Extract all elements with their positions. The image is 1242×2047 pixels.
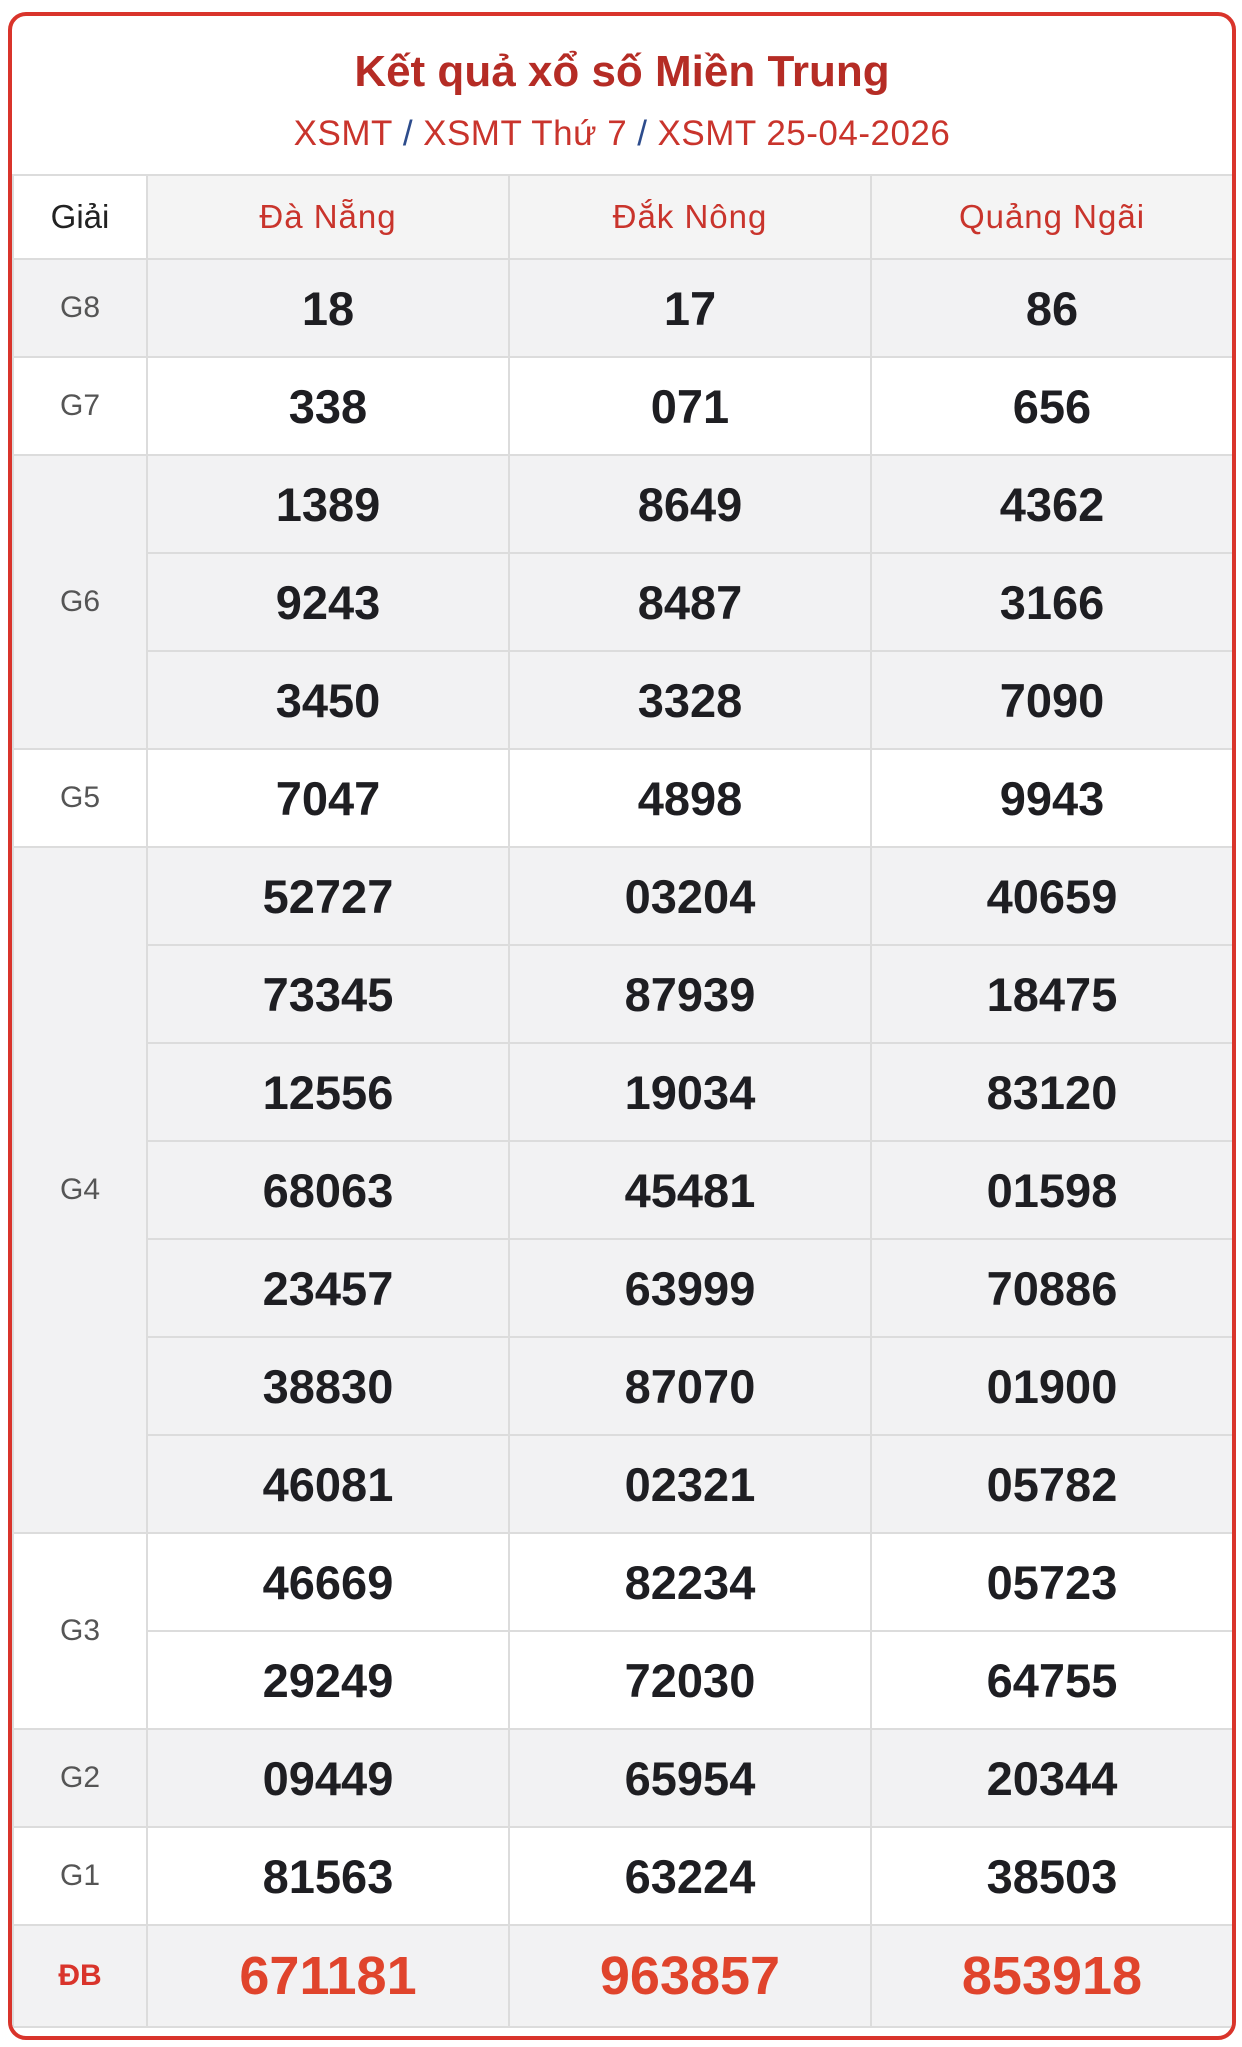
prize-number: 12556 — [147, 1043, 509, 1141]
prize-number: 9243 — [147, 553, 509, 651]
prize-number: 87939 — [509, 945, 871, 1043]
prize-number: 338 — [147, 357, 509, 455]
prize-number: 18475 — [871, 945, 1233, 1043]
special-prize-number: 853918 — [871, 1925, 1233, 2027]
prize-number: 38830 — [147, 1337, 509, 1435]
prize-row-g5 — [13, 749, 1233, 847]
province-header-da-nang[interactable]: Đà Nẵng — [147, 175, 509, 259]
prize-number: 38503 — [871, 1827, 1233, 1925]
prize-number: 02321 — [509, 1435, 871, 1533]
breadcrumb-separator: / — [637, 114, 648, 153]
prize-number: 09449 — [147, 1729, 509, 1827]
prize-row-g4 — [13, 945, 1233, 1043]
prize-label: G4 — [13, 847, 147, 1533]
prize-number: 70886 — [871, 1239, 1233, 1337]
prize-row-g3 — [13, 1533, 1233, 1631]
prize-number: 86 — [871, 259, 1233, 357]
province-header-dak-nong[interactable]: Đắk Nông — [509, 175, 871, 259]
prize-number: 73345 — [147, 945, 509, 1043]
prize-row-g4 — [13, 1043, 1233, 1141]
prize-row-g4 — [13, 1141, 1233, 1239]
prize-row-g6 — [13, 455, 1233, 553]
breadcrumb — [12, 112, 1232, 156]
prize-number: 3166 — [871, 553, 1233, 651]
prize-number: 64755 — [871, 1631, 1233, 1729]
prize-number: 18 — [147, 259, 509, 357]
breadcrumb-link-date[interactable]: XSMT 25-04-2026 — [657, 114, 951, 153]
prize-number: 72030 — [509, 1631, 871, 1729]
prize-number: 8487 — [509, 553, 871, 651]
prize-number: 45481 — [509, 1141, 871, 1239]
prize-number: 82234 — [509, 1533, 871, 1631]
prize-number: 7047 — [147, 749, 509, 847]
prize-row-g4 — [13, 847, 1233, 945]
prize-label: G7 — [13, 357, 147, 455]
prize-label: G8 — [13, 259, 147, 357]
prize-number: 63999 — [509, 1239, 871, 1337]
breadcrumb-separator: / — [402, 114, 414, 153]
prize-label: G6 — [13, 455, 147, 749]
prize-number: 68063 — [147, 1141, 509, 1239]
prize-number: 20344 — [871, 1729, 1233, 1827]
prize-number: 81563 — [147, 1827, 509, 1925]
prize-number: 46669 — [147, 1533, 509, 1631]
prize-row-g7 — [13, 357, 1233, 455]
results-table — [12, 174, 1234, 2028]
breadcrumb-link-xsmt-thu7[interactable]: XSMT Thứ 7 — [423, 114, 628, 153]
special-prize-label: ĐB — [13, 1925, 147, 2027]
prize-number: 03204 — [509, 847, 871, 945]
prize-label: G3 — [13, 1533, 147, 1729]
prize-number: 9943 — [871, 749, 1233, 847]
prize-column-header: Giải — [13, 175, 147, 259]
special-prize-number: 671181 — [147, 1925, 509, 2027]
breadcrumb-link-xsmt[interactable]: XSMT — [293, 114, 393, 153]
prize-row-g4 — [13, 1337, 1233, 1435]
prize-number: 3450 — [147, 651, 509, 749]
prize-number: 01598 — [871, 1141, 1233, 1239]
prize-number: 40659 — [871, 847, 1233, 945]
prize-number: 656 — [871, 357, 1233, 455]
prize-number: 65954 — [509, 1729, 871, 1827]
prize-number: 87070 — [509, 1337, 871, 1435]
prize-number: 05782 — [871, 1435, 1233, 1533]
prize-row-g4 — [13, 1435, 1233, 1533]
table-header-row — [13, 175, 1233, 259]
prize-label: G1 — [13, 1827, 147, 1925]
prize-number: 8649 — [509, 455, 871, 553]
prize-number: 23457 — [147, 1239, 509, 1337]
prize-label: G2 — [13, 1729, 147, 1827]
province-header-quang-ngai[interactable]: Quảng Ngãi — [871, 175, 1233, 259]
prize-number: 4898 — [509, 749, 871, 847]
prize-number: 19034 — [509, 1043, 871, 1141]
prize-number: 4362 — [871, 455, 1233, 553]
prize-row-g2 — [13, 1729, 1233, 1827]
prize-row-g3 — [13, 1631, 1233, 1729]
prize-number: 17 — [509, 259, 871, 357]
prize-number: 83120 — [871, 1043, 1233, 1141]
prize-row-g8 — [13, 259, 1233, 357]
prize-number: 071 — [509, 357, 871, 455]
prize-number: 1389 — [147, 455, 509, 553]
prize-number: 3328 — [509, 651, 871, 749]
prize-row-g6 — [13, 553, 1233, 651]
prize-number: 46081 — [147, 1435, 509, 1533]
prize-number: 52727 — [147, 847, 509, 945]
prize-row-g1 — [13, 1827, 1233, 1925]
prize-number: 05723 — [871, 1533, 1233, 1631]
page-title: Kết quả xổ số Miền Trung — [354, 47, 890, 96]
header — [12, 16, 1232, 174]
special-prize-number: 963857 — [509, 1925, 871, 2027]
prize-number: 63224 — [509, 1827, 871, 1925]
prize-number: 7090 — [871, 651, 1233, 749]
prize-number: 29249 — [147, 1631, 509, 1729]
prize-row-g4 — [13, 1239, 1233, 1337]
prize-row-special — [13, 1925, 1233, 2027]
prize-row-g6 — [13, 651, 1233, 749]
prize-label: G5 — [13, 749, 147, 847]
prize-number: 01900 — [871, 1337, 1233, 1435]
results-card — [8, 12, 1236, 2040]
